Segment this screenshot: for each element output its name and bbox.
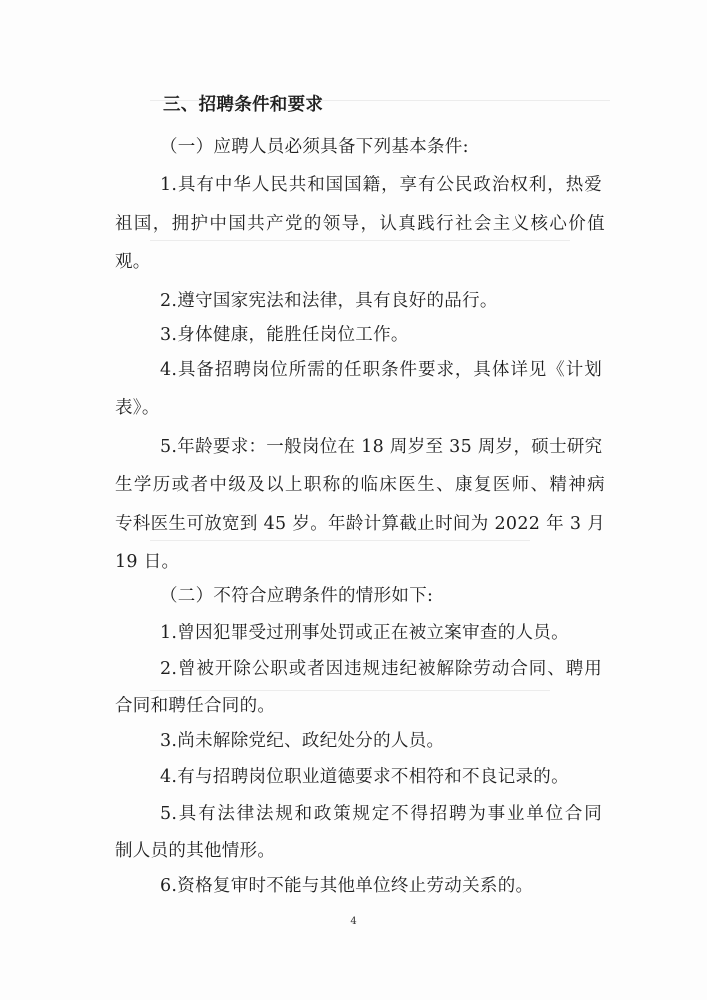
part2-item3: 3.尚未解除党纪、政纪处分的人员。	[160, 731, 445, 751]
part2-item2-line1: 2.曾被开除公职或者因违规违纪被解除劳动合同、聘用	[160, 659, 602, 679]
part1-item4-line2: 表》。	[115, 398, 160, 418]
part1-item1-line2: 祖国，拥护中国共产党的领导，认真践行社会主义核心价值	[115, 214, 605, 234]
part1-item5-line2: 生学历或者中级及以上职称的临床医生、康复医师、精神病	[115, 475, 605, 495]
bleed-through-line	[150, 540, 530, 541]
part2-item2-line2: 合同和聘任合同的。	[115, 696, 276, 716]
part1-title: （一）应聘人员必须具备下列基本条件:	[160, 137, 469, 157]
section-heading: 三、招聘条件和要求	[163, 95, 324, 115]
part2-item5-line1: 5.具有法律法规和政策规定不得招聘为事业单位合同	[160, 804, 602, 824]
part2-item5-line2: 制人员的其他情形。	[115, 841, 276, 861]
part2-item4: 4.有与招聘岗位职业道德要求不相符和不良记录的。	[160, 767, 569, 787]
part1-item4-line1: 4.具备招聘岗位所需的任职条件要求，具体详见《计划	[160, 360, 602, 380]
page-number: 4	[350, 916, 357, 927]
bleed-through-line	[150, 240, 570, 241]
part2-item1: 1.曾因犯罪受过刑事处罚或正在被立案审查的人员。	[160, 623, 569, 643]
part1-item2: 2.遵守国家宪法和法律，具有良好的品行。	[160, 291, 498, 311]
part2-item6: 6.资格复审时不能与其他单位终止劳动关系的。	[160, 876, 534, 896]
part1-item5-line3: 专科医生可放宽到 45 岁。年龄计算截止时间为 2022 年 3 月	[115, 514, 605, 534]
part1-item3: 3.身体健康，能胜任岗位工作。	[160, 325, 409, 345]
part1-item5-line4: 19 日。	[115, 552, 180, 572]
part1-item5-line1: 5.年龄要求：一般岗位在 18 周岁至 35 周岁，硕士研究	[160, 437, 603, 457]
part2-title: （二）不符合应聘条件的情形如下:	[160, 586, 434, 606]
bleed-through-line	[150, 690, 550, 691]
part1-item1-line3: 观。	[115, 252, 151, 272]
part1-item1-line1: 1.具有中华人民共和国国籍，享有公民政治权利，热爱	[160, 175, 602, 195]
